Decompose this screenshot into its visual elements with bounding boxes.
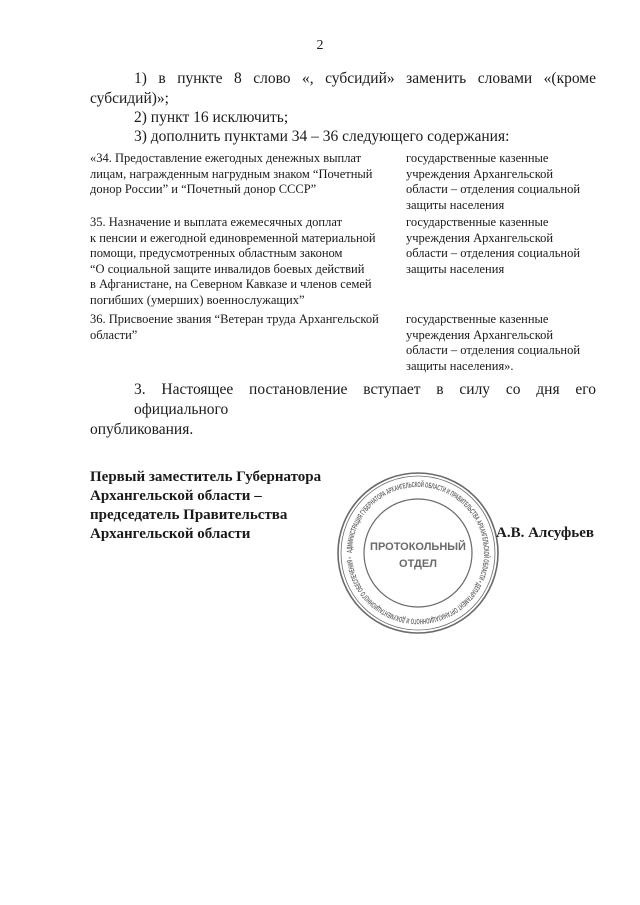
text-line: государственные казенные: [406, 312, 549, 326]
stamp-ring-text: АДМИНИСТРАЦИЯ ГУБЕРНАТОРА АРХАНГЕЛЬСКОЙ ОБЛАСТИ И ПРАВИТЕЛЬСТВА АРХАНГЕЛЬСКОЙ ОБЛАСТИ • ДЕПАРТАМЕНТ ОРГАНИЗАЦИОННОГО И ДОКУМЕНТАЦИОННОГО ОБЕСПЕЧЕНИЯ •: [344, 479, 492, 627]
text-line: в Афганистане, на Северном Кавказе и членов семей: [90, 277, 372, 291]
text-line: помощи, предусмотренных областным законом: [90, 246, 343, 260]
item-2: [90, 108, 640, 128]
text-line: учреждения Архангельской: [406, 166, 554, 181]
text-line: защиты населения: [406, 261, 505, 276]
text-line: 36. Присвоение звания “Ветеран труда Архангельской: [90, 312, 379, 326]
text-line: области – отделения социальной: [406, 182, 581, 196]
text-line: государственные казенные: [406, 215, 549, 229]
signatory-title: [90, 468, 350, 544]
table-row-36-authority: [406, 312, 596, 374]
table-row-34-service: [90, 151, 390, 198]
text-line: погибших (умерших) военнослужащих”: [90, 292, 305, 307]
text-line: к пенсии и ежегодной единовременной материальной: [90, 230, 376, 245]
text-line: «34. Предоставление ежегодных денежных выплат: [90, 151, 362, 165]
text-line: 35. Назначение и выплата ежемесячных доплат: [90, 215, 343, 229]
text-line: лицам, награжденным нагрудным знаком “Почетный: [90, 166, 373, 181]
page-number: 2: [316, 38, 324, 53]
stamp-center-line-2: ОТДЕЛ: [399, 558, 437, 570]
text-line: учреждения Архангельской: [406, 230, 554, 245]
text-line: “О социальной защите инвалидов боевых действий: [90, 261, 365, 276]
table-row-35-service: [90, 215, 390, 308]
item-1-line-2: субсидий)»;: [90, 90, 169, 107]
item-2-text: 2) пункт 16 исключить;: [134, 109, 289, 126]
text-line: области”: [90, 327, 138, 342]
item-1-line-1: 1) в пункте 8 слово «, субсидий» заменить словами «(кроме: [134, 70, 596, 87]
text-line: защиты населения».: [406, 358, 514, 373]
signatory-title-line: Архангельской области: [90, 526, 251, 542]
text-line: области – отделения социальной: [406, 343, 581, 357]
signatory-name: А.В. Алсуфьев: [496, 525, 594, 541]
clause-3-line-1: 3. Настоящее постановление вступает в силу со дня его официального: [134, 381, 596, 418]
table-row-36-service: [90, 312, 390, 343]
stamp-center-line-1: ПРОТОКОЛЬНЫЙ: [370, 541, 466, 553]
item-3-text: 3) дополнить пунктами 34 – 36 следующего содержания:: [134, 128, 510, 145]
clause-3-line-2: опубликования.: [90, 421, 194, 438]
signatory-title-line: Архангельской области –: [90, 488, 262, 504]
text-line: донор России” и “Почетный донор СССР”: [90, 182, 317, 196]
item-1: [90, 69, 596, 109]
table-row-35-authority: [406, 215, 596, 277]
clause-3: [90, 380, 596, 440]
stamp-inner-ring: [364, 499, 472, 607]
text-line: государственные казенные: [406, 151, 549, 165]
signatory-title-line: Первый заместитель Губернатора: [90, 469, 322, 485]
stamp-outer-ring: [338, 473, 498, 633]
signatory-title-line: председатель Правительства: [90, 507, 288, 523]
table-row-34-authority: [406, 151, 596, 213]
text-line: учреждения Архангельской: [406, 327, 554, 342]
official-stamp: [335, 470, 501, 636]
text-line: защиты населения: [406, 197, 505, 212]
item-3: [90, 127, 640, 147]
text-line: области – отделения социальной: [406, 246, 581, 260]
